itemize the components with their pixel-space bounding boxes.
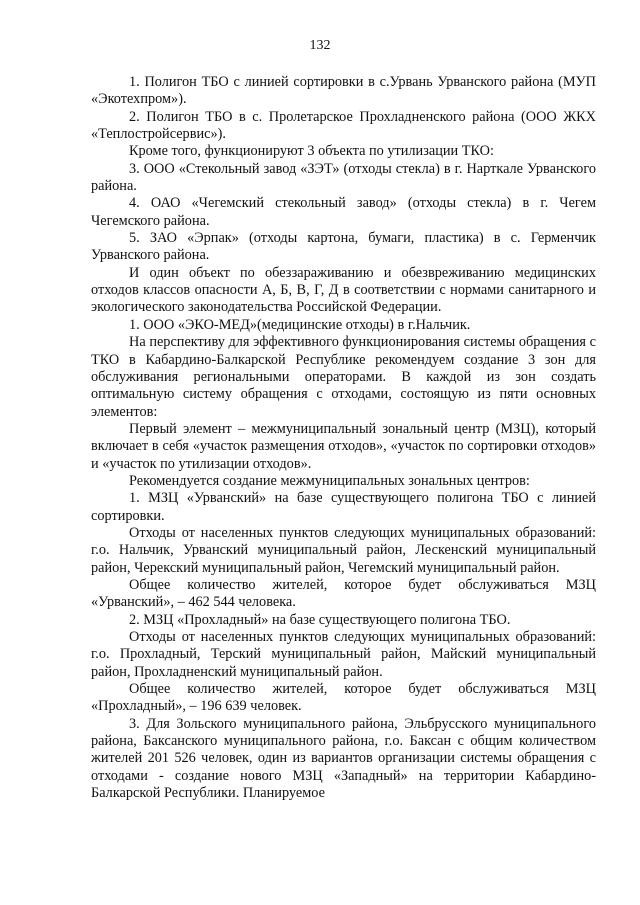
paragraph-prokhladny-municipalities: Отходы от населенных пунктов следующих муниципальных образований: г.о. Прохладный, Терский муниципальный район, Майский муниципальный район, Прохладненский муниципальный район. (91, 629, 596, 680)
paragraph-prokhladny-population: Общее количество жителей, которое будет обслуживаться МЗЦ «Прохладный», – 196 639 человек. (91, 681, 596, 715)
document-body (91, 74, 596, 802)
paragraph-first-element: Первый элемент – межмуниципальный зональный центр (МЗЦ), который включает в себя «участок размещения отходов», «участок по сортировки отходов» и «участок по утилизации отходов». (91, 420, 596, 472)
paragraph-zones-recommendation: На перспективу для эффективного функционирования системы обращения с ТКО в Кабардино-Балкарской Республике рекомендуем создание 3 зон для обслуживания региональными операторами. В каждой из зон создать оптимальную систему обращения с отходами, состоящую из пяти основных элементов: (91, 334, 596, 420)
paragraph-erpak: 5. ЗАО «Эрпак» (отходы картона, бумаги, пластика) в с. Герменчик Урванского района. (91, 230, 596, 264)
paragraph-landfill-urvan: 1. Полигон ТБО с линией сортировки в с.Урвань Урванского района (МУП «Экотехпром»). (91, 74, 596, 108)
paragraph-mzc-prokhladny: 2. МЗЦ «Прохладный» на базе существующего полигона ТБО. (129, 611, 511, 628)
paragraph-medical-waste-facility: И один объект по обеззараживанию и обезвреживанию медицинских отходов классов опасности А, Б, В, Г, Д в соответствии с нормами санитарного и экологического законодательства Российской Федерации. (91, 264, 596, 316)
paragraph-glass-plant-zet: 3. ООО «Стекольный завод «ЗЭТ» (отходы стекла) в г. Нарткале Урванского района. (91, 160, 596, 195)
paragraph-glass-plant-chegem: 4. ОАО «Чегемский стекольный завод» (отходы стекла) в г. Чегем Чегемского района. (91, 195, 596, 229)
paragraph-eko-med: 1. ООО «ЭКО-МЕД»(медицинские отходы) в г.Нальчик. (129, 316, 471, 333)
paragraph-mzc-zapadny: 3. Для Зольского муниципального района, Эльбрусского муниципального района, Баксанского муниципального района, г.о. Баксан с общим количеством жителей 201 526 человек, один из вариантов организации системы обращения с отходами - создание нового МЗЦ «Западный» на территории Кабардино-Балкарской Республики. Планируемое (91, 715, 596, 802)
paragraph-centers-intro: Рекомендуется создание межмуниципальных зональных центров: (129, 472, 530, 489)
paragraph-urvansky-municipalities: Отходы от населенных пунктов следующих муниципальных образований: г.о. Нальчик, Урванский муниципальный район, Лескенский муниципальный район, Черекский муниципальный район, Чегемский муниципальный район. (91, 524, 596, 576)
paragraph-urvansky-population: Общее количество жителей, которое будет обслуживаться МЗЦ «Урванский», – 462 544 человека. (91, 576, 596, 611)
paragraph-landfill-proletarskoe: 2. Полигон ТБО в с. Пролетарское Прохладненского района (ООО ЖКХ «Теплостройсервис»). (91, 108, 596, 143)
paragraph-mzc-urvansky: 1. МЗЦ «Урванский» на базе существующего полигона ТБО с линией сортировки. (91, 490, 596, 524)
page-number: 132 (309, 38, 331, 53)
paragraph-utilization-intro: Кроме того, функционируют 3 объекта по утилизации ТКО: (129, 143, 494, 160)
